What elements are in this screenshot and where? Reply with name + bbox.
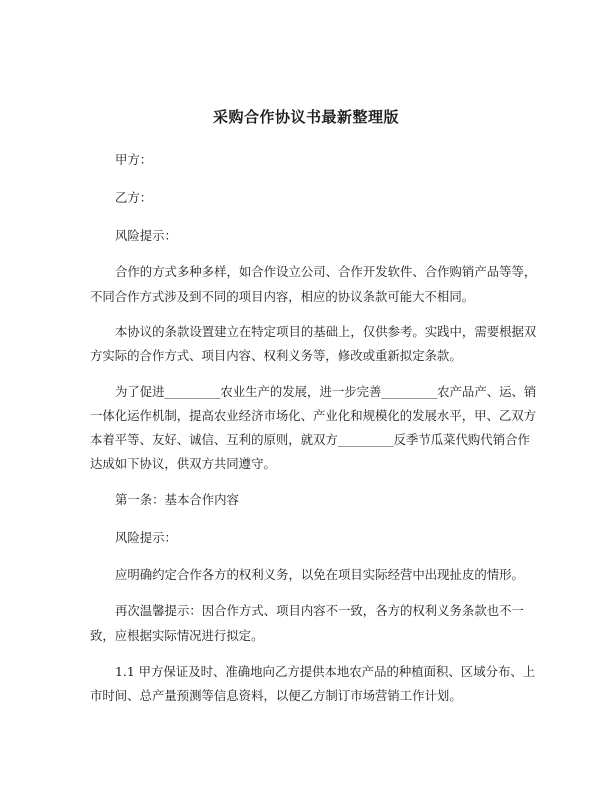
paragraph-line: 本协议的条款设置建立在特定项目的基础上，仅供参考。实践中，需要根据双	[115, 324, 537, 339]
paragraph-line: 应明确约定合作各方的权利义务，以免在项目实际经营中出现扯皮的情形。	[115, 567, 524, 582]
clause-line: 1.1 甲方保证及时、准确地向乙方提供本地农产品的种植面积、区域分布、上	[115, 664, 536, 679]
document-title: 采购合作协议书最新整理版	[212, 108, 399, 126]
paragraph-line: 方实际的合作方式、项目内容、权利义务等，修改或重新拟定条款。	[90, 348, 462, 363]
paragraph-line: 再次温馨提示：因合作方式、项目内容不一致，各方的权利义务条款也不一	[115, 603, 524, 618]
paragraph-line: 一体化运作机制，提高农业经济市场化、产业化和规模化的发展水平，甲、乙双方	[90, 408, 537, 423]
clause-line: 市时间、总产量预测等信息资料，以便乙方制订市场营销工作计划。	[90, 688, 462, 703]
risk-notice-label: 风险提示：	[115, 228, 177, 243]
paragraph-line: 为了促进_________农业生产的发展，进一步完善_________农产品产、运、销	[115, 384, 537, 399]
paragraph-line: 达成如下协议，供双方共同遵守。	[90, 456, 276, 471]
article-heading: 第一条：基本合作内容	[115, 492, 239, 507]
risk-notice-label: 风险提示：	[115, 530, 177, 545]
paragraph-line: 合作的方式多种多样，如合作设立公司、合作开发软件、合作购销产品等等，	[115, 264, 537, 279]
paragraph-line: 本着平等、友好、诚信、互利的原则，就双方_________反季节瓜菜代购代销合作	[90, 432, 530, 447]
paragraph-line: 不同合作方式涉及到不同的项目内容，相应的协议条款可能大不相同。	[90, 289, 475, 304]
paragraph-line: 致，应根据实际情况进行拟定。	[90, 628, 264, 643]
party-a-label: 甲方：	[115, 152, 153, 167]
party-b-label: 乙方：	[115, 190, 153, 205]
